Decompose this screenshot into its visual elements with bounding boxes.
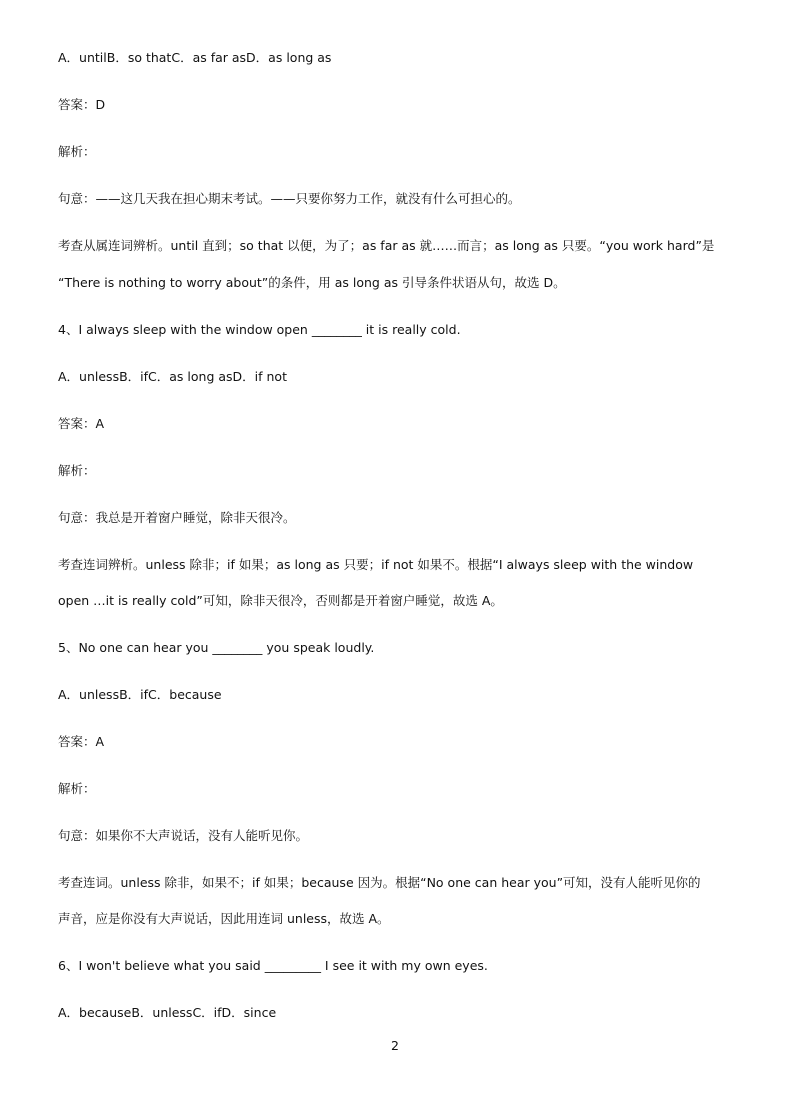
q6-options: A．becauseB．unlessC．ifD．since xyxy=(58,1005,277,1020)
q5-options: A．unlessB．ifC．because xyxy=(58,687,222,702)
q3-explanation-line1: 考查从属连词辨析。until 直到；so that 以便，为了；as far as 就……而言；as long as 只要。“you work hard”是 xyxy=(58,238,715,253)
page-number: 2 xyxy=(391,1038,399,1053)
q4-options: A．unlessB．ifC．as long asD．if not xyxy=(58,369,287,384)
q5-explanation-line1: 考查连词。unless 除非，如果不；if 如果；because 因为。根据“No one can hear you”可知，没有人能听见你的 xyxy=(58,875,701,890)
q6-question: 6、I won't believe what you said _________ I see it with my own eyes. xyxy=(58,958,488,973)
q3-analysis-label: 解析： xyxy=(58,144,96,159)
q3-options: A．untilB．so thatC．as far asD．as long as xyxy=(58,50,332,65)
q4-explanation-line1: 考查连词辨析。unless 除非；if 如果；as long as 只要；if not 如果不。根据“I always sleep with the window xyxy=(58,557,694,572)
q4-meaning: 句意：我总是开着窗户睡觉，除非天很冷。 xyxy=(58,510,296,525)
q4-question: 4、I always sleep with the window open ________ it is really cold. xyxy=(58,322,461,337)
q3-answer: 答案：D xyxy=(58,97,106,112)
q5-explanation-line2: 声音，应是你没有大声说话，因此用连词 unless，故选 A。 xyxy=(58,911,390,926)
q5-meaning: 句意：如果你不大声说话，没有人能听见你。 xyxy=(58,828,309,843)
q3-meaning: 句意：——这几天我在担心期末考试。——只要你努力工作，就没有什么可担心的。 xyxy=(58,191,521,206)
q4-answer: 答案：A xyxy=(58,416,105,431)
q4-explanation-line2: open …it is really cold”可知，除非天很冷，否则都是开着窗户睡觉，故选 A。 xyxy=(58,593,503,608)
q3-explanation-line2: “There is nothing to worry about”的条件，用 as long as 引导条件状语从句，故选 D。 xyxy=(58,275,566,290)
q4-analysis-label: 解析： xyxy=(58,463,96,478)
q5-question: 5、No one can hear you ________ you speak loudly. xyxy=(58,640,375,655)
q5-answer: 答案：A xyxy=(58,734,105,749)
q5-analysis-label: 解析： xyxy=(58,781,96,796)
